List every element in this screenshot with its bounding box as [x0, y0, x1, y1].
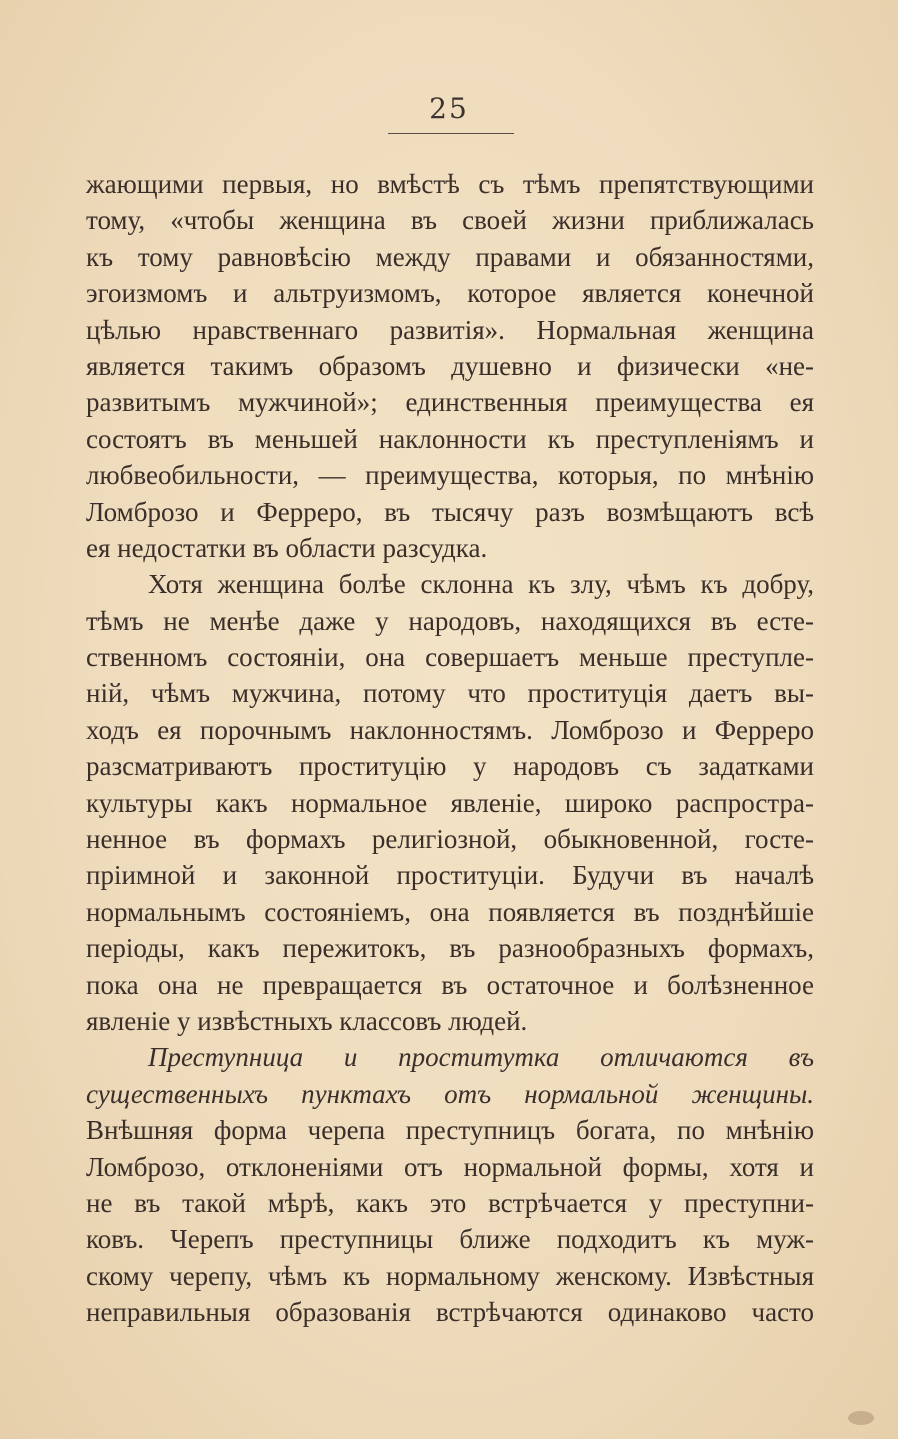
header-rule: [388, 133, 514, 134]
text-line: разсматриваютъ проституцію у народовъ съ задатками: [86, 751, 814, 782]
text-line: любвеобильности, — преимущества, которыя, по мнѣнію: [86, 460, 814, 491]
text-line: нормальнымъ состояніемъ, она появляется въ позднѣйшіе: [86, 896, 814, 927]
text-line: Внѣшняя форма черепа преступницъ богата, по мнѣнію: [86, 1115, 814, 1146]
text-line: тѣмъ не менѣе даже у народовъ, находящихся въ есте-: [86, 605, 814, 636]
body-text: [86, 166, 814, 1331]
text-line: Ломброзо, отклоненіями отъ нормальной формы, хотя и: [86, 1151, 814, 1182]
text-line-italic: существенныхъ пунктахъ отъ нормальной женщины.: [86, 1078, 814, 1109]
text-line: пріимной и законной проституціи. Будучи въ началѣ: [86, 860, 814, 891]
text-line: Ломброзо и Ферреро, въ тысячу разъ возмѣщаютъ всѣ: [86, 496, 814, 527]
text-line: жающими первыя, но вмѣстѣ съ тѣмъ препятствующими: [86, 169, 814, 199]
text-line: не въ такой мѣрѣ, какъ это встрѣчается у преступни-: [86, 1187, 814, 1218]
text-line: періоды, какъ пережитокъ, въ разнообразныхъ формахъ,: [86, 933, 814, 964]
text-line: ненное въ формахъ религіозной, обыкновенной, госте-: [86, 824, 814, 855]
text-line: эгоизмомъ и альтруизмомъ, которое является конечной: [86, 278, 814, 309]
text-line: развитымъ мужчиной»; единственныя преимущества ея: [86, 387, 814, 418]
text-line: тому, «чтобы женщина въ своей жизни приближалась: [86, 205, 814, 236]
text-line: цѣлью нравственнаго развитія». Нормальная женщина: [86, 314, 814, 345]
text-line: пока она не превращается въ остаточное и болѣзненное: [86, 969, 814, 1000]
text-line: ея недостатки въ области разсудка.: [86, 532, 488, 563]
text-line: неправильныя образованія встрѣчаются одинаково часто: [86, 1297, 814, 1328]
page-number: 25: [429, 92, 469, 125]
text-line: ковъ. Черепъ преступницы ближе подходитъ къ муж-: [86, 1224, 814, 1255]
text-line: является такимъ образомъ душевно и физически «не-: [86, 350, 814, 381]
text-line: Хотя женщина болѣе склонна къ злу, чѣмъ къ добру,: [148, 569, 814, 600]
text-line: явленіе у извѣстныхъ классовъ людей.: [86, 1005, 528, 1036]
text-line: ственномъ состояніи, она совершаетъ меньше преступле-: [86, 642, 814, 673]
text-line: состоятъ въ меньшей наклонности къ преступленіямъ и: [86, 423, 814, 454]
paper-stain: [848, 1411, 874, 1425]
text-line: культуры какъ нормальное явленіе, широко распростра-: [86, 787, 814, 818]
text-line: скому черепу, чѣмъ къ нормальному женскому. Извѣстныя: [86, 1260, 814, 1291]
text-line: ній, чѣмъ мужчина, потому что проституція даетъ вы-: [86, 678, 814, 709]
text-line: ходъ ея порочнымъ наклонностямъ. Ломброзо и Ферреро: [86, 714, 814, 745]
text-line: къ тому равновѣсію между правами и обязанностями,: [86, 241, 814, 272]
text-line-italic: Преступница и проститутка отличаются въ: [148, 1042, 814, 1073]
